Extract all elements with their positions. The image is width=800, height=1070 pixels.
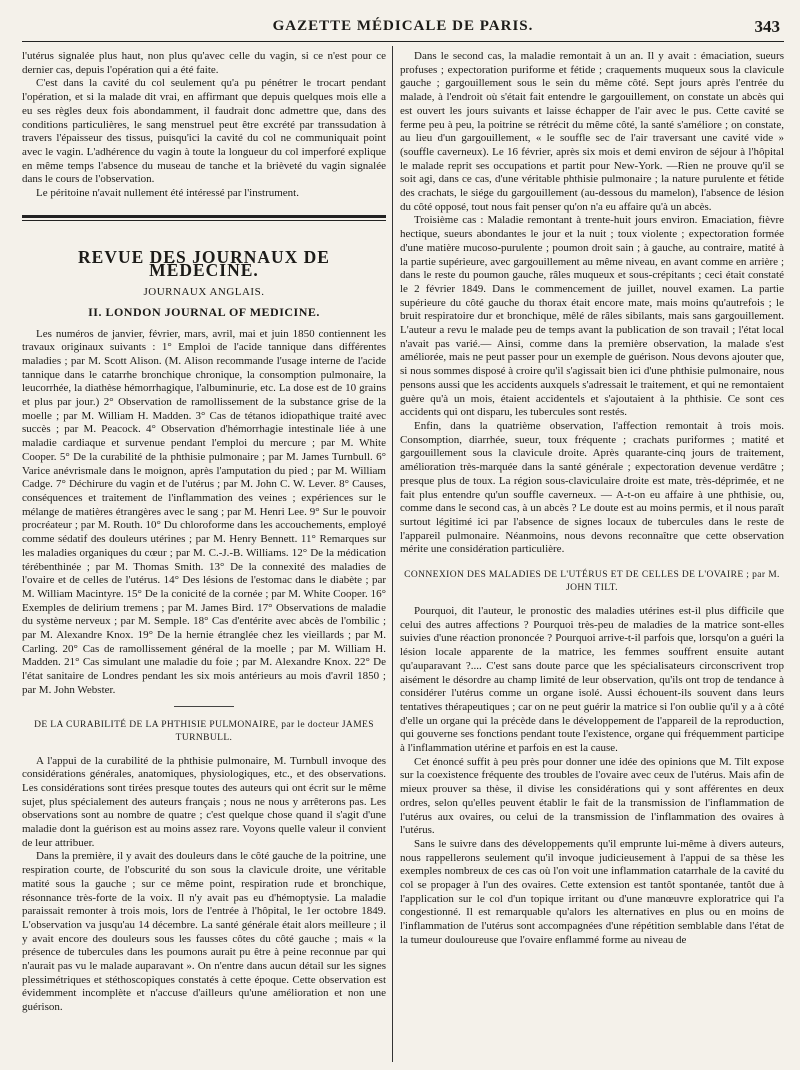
separator	[174, 706, 234, 707]
paragraph: l'utérus signalée plus haut, non plus qu'avec celle du vagin, si ce n'est pour ce dernier cas, depuis l'opération qui a été faite.	[22, 50, 386, 76]
page-header	[22, 14, 784, 42]
section-rule	[22, 215, 386, 221]
journal-heading: II. LONDON JOURNAL OF MEDICINE.	[88, 304, 320, 319]
article-title: CONNEXION DES MALADIES DE L'UTÉRUS ET DE CELLES DE L'OVAIRE ; par M. JOHN TILT.	[404, 570, 780, 594]
paragraph: Cet énoncé suffit à peu près pour donner une idée des opinions que M. Tilt expose sur la coexistence fréquente des troubles de l'ovaire avec ceux de l'utérus. Mais afin de mieux prouver sa thèse, il divise les considérations qui y sont afférentes en deux ordres, selon qu'elles peuvent établir le fait de la transmission de l'inflammation de l'utérus aux ovaires, ou celui de la transmission de l'inflammation des ovaires à l'utérus.	[400, 755, 784, 837]
paragraph: Troisième cas : Maladie remontant à trente-huit jours environ. Emaciation, fièvre hectique, sueurs abondantes le jour et la nuit ; toux violente ; expectoration formée d'une matière mucoso-purulente ; poumon droit sain ; à gauche, au contraire, matité à la partie supérieure, avec gargouillement au même niveau, en avant comme en arrière ; dans le reste du poumon gauche, râles muqueux et sous-crépitants ; ceci était constaté le 2 février 1849. Dans le commencement de juillet, nouvel examen. La partie supérieure du côté gauche du thorax était encore mate, mais moins qu'autrefois ; le bruit respiratoire dur et bronchique, mêlé de râles sibilants, mais sans gargouillement. L'auteur a revu le malade peu de temps avant la publication de son travail ; l'état local n'avait pas varié.— Ainsi, comme dans la première observation, la malade s'est améliorée, mais ne peut passer pour un exemple de guérison. Nous devons ajouter que, si nous sommes disposé à croire qu'il s'agissait bien ici d'une phthisie pulmonaire, nous pensons aussi que les accidents auxquels s'adressait le traitement, et qui ne remontaient guère qu'à un mois, étaient accidentels et s'ajoutaient à la phthisie. Ce sont ces accidents qui ont disparu, les tubercules sont restés.	[400, 214, 784, 419]
paragraph: Dans la première, il y avait des douleurs dans le côté gauche de la poitrine, une respiration courte, de l'obscurité du son sous la clavicule droite, une véritable matité sous la gauche ; sur ce même point, respiration rude et bronchique, résonnance très-forte de la voix. Il n'y avait pas eu d'hémoptysie. La maladie paraissait remonter à trois mois, lors de l'entrée à l'hôpital, le 1er octobre 1849. L'observation va jusqu'au 14 décembre. La santé générale était alors meilleure ; il y avait encore des douleurs sous les fausses côtes du côté gauche ; mais « la présence de tubercules dans les poumons aurait pu être à peine reconnue par qui n'aurait pas vu le malade auparavant ». On n'entre dans aucun détail sur les signes plessimétriques et stéthoscopiques constatés à cette époque. Cette observation est évidemment incomplète et n'accuse d'ailleurs qu'une amélioration et non une guérison.	[22, 850, 386, 1014]
page-number: 343	[754, 17, 780, 36]
column-divider	[392, 46, 393, 1062]
paragraph: Pourquoi, dit l'auteur, le pronostic des maladies utérines est-il plus difficile que celui des autres affections ? Pourquoi très-peu de maladies de la matrice sont-elles suivies d'une réaction prononcée ? Pourquoi arrive-t-il parfois que, lorsqu'on a guéri la lésion locale apparente de la matrice, les femmes souffrent ensuite autant qu'auparavant ?.... C'est sans doute parce que les spécialisateurs circonscrivent trop aisément le désordre au champ limité de leur observation, qu'ils ont trop de tendance à considérer l'utérus comme un organe isolé. Aussi échouent-ils souvent dans leurs tentatives thérapeutiques ; car on ne peut guérir la matrice si l'on oublie qu'il y a à côté d'elle un organe qui la précède dans le développement de l'appareil de la reproduction, qui gouverne ses fonctions pendant toute l'existence, organe qui fréquemment participe à l'inflammation utérine et parfois en est la cause.	[400, 605, 784, 755]
paragraph: Le péritoine n'avait nullement été intéressé par l'instrument.	[36, 187, 299, 200]
journal-title: GAZETTE MÉDICALE DE PARIS.	[272, 18, 534, 34]
paragraph: Enfin, dans la quatrième observation, l'affection remontait à trois mois. Consomption, diarrhée, sueur, toux fréquente ; crachats puriformes ; matité et gargouillement sous la clavicule droite. Après quarante-cinq jours de traitement, amélioration très-marquée dans la santé générale ; expectoration devenue verdâtre ; presque plus de toux. La région sous-claviculaire droite est mate, très-déprimée, et ne fait plus entendre qu'un souffle caverneux. — A-t-on eu affaire à une phthisie, ou, comme dans le second cas, à un abcès ? Le doute est au moins permis, et il nous paraît surtout légitimé ici par l'absence de signes locaux de tubercules dans le reste de l'appareil pulmonaire. Néanmoins, nous devons reconnaître que cette observation mérite une considération particulière.	[400, 419, 784, 556]
paragraph: Sans le suivre dans des développements qu'il emprunte lui-même à divers auteurs, nous rappellerons seulement qu'il invoque judicieusement à l'appui de sa thèse les exemples nombreux de ces cas où l'on voit une inflammation catarrhale de la cavité du col se propager à l'un des ovaires. Cette extension est tantôt spontanée, tantôt due à l'application sur le col d'un topique irritant ou d'une manœuvre exploratrice qui l'a congestionné. Il est remarquable qu'alors les alternatives en plus ou en moins de l'inflammation de l'utérus sont accompagnées d'une répétition semblable dans l'état de la tumeur douloureuse que l'ovaire enflammé forme au niveau de	[400, 837, 784, 946]
right-column	[400, 50, 784, 1060]
paragraph: C'est dans la cavité du col seulement qu'a pu pénétrer le trocart pendant l'opération, et si la malade dit vrai, en affirmant que depuis quelques mois elle a eu ses règles deux fois abondamment, il faudrait donc admettre que, dans des conditions particulières, le sang menstruel peut être excrété par transsudation à travers l'épaisseur des tissus, puisqu'ici la cavité du col ne communiquait point avec le vagin. L'adhérence du vagin à toute la longueur du col imperforé explique en même temps l'absence du museau de tanche et la brièveté du vagin signalée dans le cours de l'observation.	[22, 77, 386, 186]
left-column	[22, 50, 386, 1060]
header-rule	[22, 41, 784, 42]
subsection-title: JOURNAUX ANGLAIS.	[143, 286, 265, 299]
paragraph: Dans le second cas, la maladie remontait à un an. Il y avait : émaciation, sueurs profuses ; expectoration puriforme et fétide ; craquements muqueux sous la clavicule gauche ; gargouillement sous le sein du même côté. Sept jours après l'entrée du malade, à l'endroit où s'était fait entendre le gargouillement, on constate un abcès qui est ouvert les jours suivants et laisse échapper de l'air avec le pus. Cette cavité se ferme peu à peu, la poitrine se rétrécit du même côté, la santé s'améliore ; on constate, au lieu d'un gargouillement, « le souffle sec de l'air traversant une cavité vide » (souffle caverneux). Le 16 février, après six mois et demi environ de séjour à l'hôpital le malade reprit ses occupations et partit pour New-York. —Rien ne prouve qu'il se soit agi, dans ce cas, d'une véritable phthisie pulmonaire ; la nature purulente et fétide des crachats, le siége du gargouillement (au-dessous du mamelon), l'absence de lésion du côté opposé, tout nous fait penser qu'on n'a eu affaire qu'à un abcès.	[400, 50, 784, 213]
paragraph: Les numéros de janvier, février, mars, avril, mai et juin 1850 contiennent les travaux originaux suivants : 1° Emploi de l'acide tannique dans différentes maladies ; par M. Scott Alison. (M. Alison recommande l'usage interne de l'acide tannique dans le catarrhe bronchique chronique, la consomption pulmonaire, la leucorrhée, la diathèse hémorrhagique, l'albuminurie, etc. La dose est de 10 grains et plus par jour.) 2° Observation de ramollissement de la substance grise de la moelle ; par M. William H. Madden. 3° Cas de tétanos idiopathique traité avec succès ; par M. Peacock. 4° Observation d'hémorrhagie intestinale liée à une maladie cardiaque et survenue pendant l'emploi du mercure ; par M. White Cooper. 5° De la curabilité de la phthisie pulmonaire ; par M. James Turnbull. 6° Varice anévrismale dans le moignon, après l'amputation du pied ; par M. William Cadge. 7° Déchirure du vagin et de l'utérus ; par M. John C. W. Lever. 8° Causes, conséquences et traitement de l'inflammation des veines ; expériences sur le mélange de matières étrangères avec le sang ; par M. Henri Lee. 9° Sur le pouvoir procréateur ; par M. Routh. 10° Du chloroforme dans les accouchements, employé comme sédatif des douleurs utérines ; par M. Henry Bennett. 11° Remarques sur les maladies organiques du cœur ; par M. C.-J.-B. Williams. 12° De la médication térébenthinée ; par M. Thomas Smith. 13° De la connexité des maladies de l'ovaire et de celles de l'utérus. 14° Des lésions de l'estomac dans le diabète ; par M. William Macintyre. 15° De la conicité de la cornée ; par M. White Cooper. 16° Exemples de delirium tremens ; par M. James Bird. 17° Observations de maladie du système nerveux ; par M. Semple. 18° Cas d'entérite avec abcès de l'ombilic ; par M. Alexandre Knox. 19° De la hernie étranglée chez les vieillards ; par M. Carling. 20° Cas de ramollissement général de la moelle ; par M. William H. Madden. 21° Cas simulant une maladie du foie ; par M. Alexandre Knox. 22° De l'état sanitaire de Londres pendant les six mois antérieurs au mois d'avril 1850 ; par M. John Webster.	[22, 327, 386, 696]
paragraph: A l'appui de la curabilité de la phthisie pulmonaire, M. Turnbull invoque des considérations générales, anatomiques, physiologiques, etc., et des observations. Les considérations sont tirées presque toutes des auteurs qui ont écrit sur le même sujet, plus spécialement des auteurs français ; nous ne nous y arrêterons pas. Les observations sont au nombre de quatre ; c'est quelque chose quand il s'agit d'une maladie dont la guérison est au moins assez rare. Voyons quelle valeur il convient de leur attribuer.	[22, 754, 386, 849]
article-title: DE LA CURABILITÉ DE LA PHTHISIE PULMONAIRE, par le docteur JAMES TURNBULL.	[34, 719, 374, 743]
section-title: REVUE DES JOURNAUX DE MÉDECINE.	[78, 246, 330, 281]
